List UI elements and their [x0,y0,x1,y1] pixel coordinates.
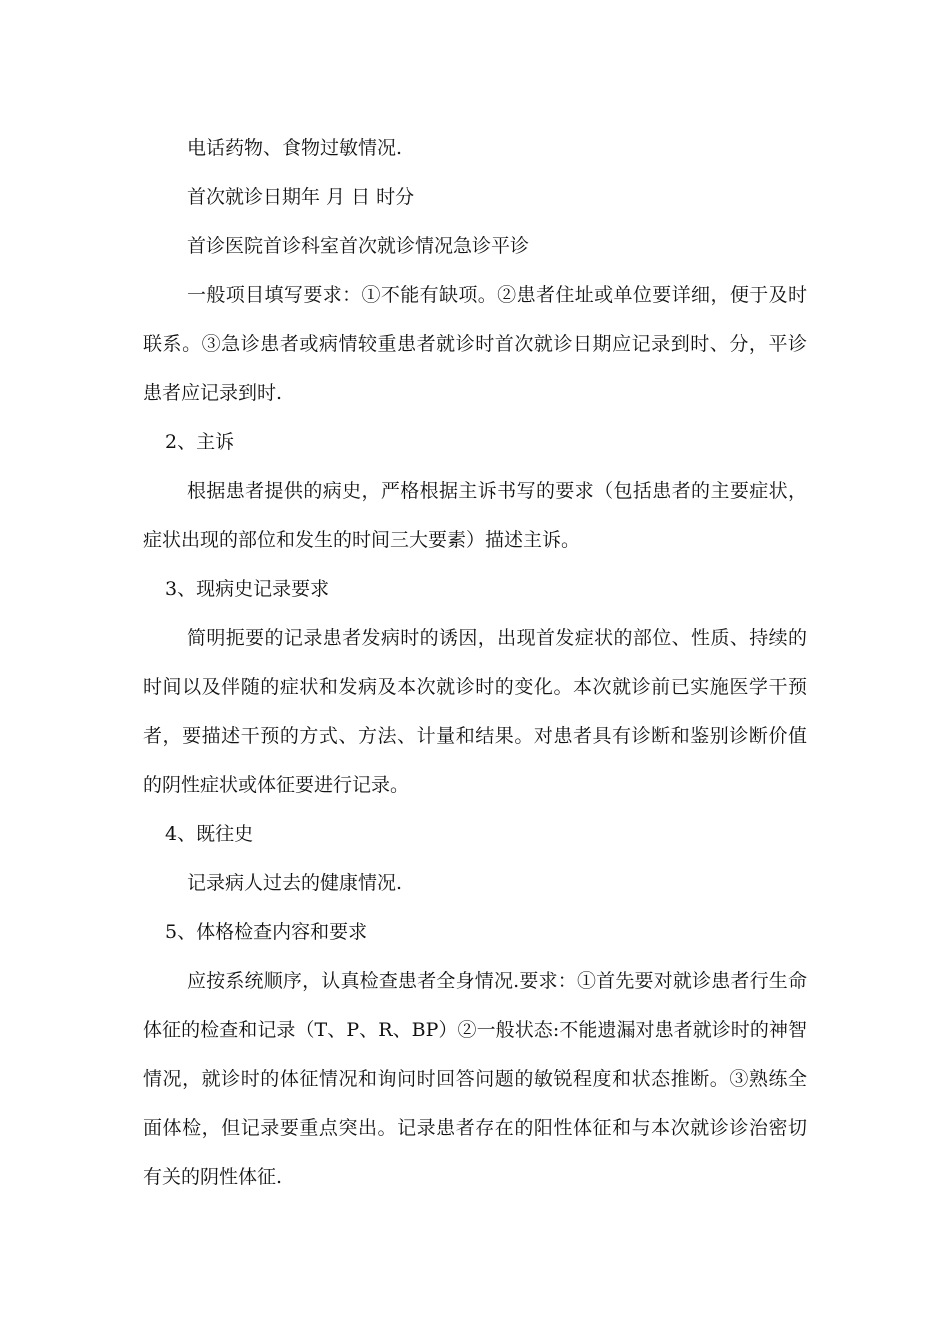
paragraph-contact-allergy: 电话药物、食物过敏情况. [187,137,403,159]
paragraph-present-illness: 简明扼要的记录患者发病时的诱因，出现首发症状的部位、性质、持续的时间以及伴随的症状和发病及本次就诊时的变化。本次就诊前已实施医学干预者，要描述干预的方式、方法、计量和结果。对患者具有诊断和鉴别诊断价值的阴性症状或体征要进行记录。 [143,627,807,796]
paragraph-physical-exam: 应按系统顺序，认真检查患者全身情况.要求：①首先要对就诊患者行生命体征的检查和记录（T、P、R、BP）②一般状态:不能遗漏对患者就诊时的神智情况，就诊时的体征情况和询问时回答问题的敏锐程度和状态推断。③熟练全面体检，但记录要重点突出。记录患者存在的阳性体征和与本次就诊诊治密切有关的阴性体征. [143,970,807,1188]
paragraph-first-visit-hospital: 首诊医院首诊科室首次就诊情况急诊平诊 [187,235,530,257]
heading-present-illness: 3、现病史记录要求 [165,578,330,600]
heading-past-history: 4、既往史 [165,823,254,845]
paragraph-past-history: 记录病人过去的健康情况. [187,872,403,894]
paragraph-first-visit-date: 首次就诊日期年 月 日 时分 [187,186,415,208]
paragraph-general-requirements: 一般项目填写要求：①不能有缺项。②患者住址或单位要详细，便于及时联系。③急诊患者或病情较重患者就诊时首次就诊日期应记录到时、分，平诊患者应记录到时. [143,284,807,404]
heading-physical-exam: 5、体格检查内容和要求 [165,921,368,943]
document-body [143,124,807,1202]
heading-chief-complaint: 2、主诉 [165,431,235,453]
paragraph-chief-complaint: 根据患者提供的病史，严格根据主诉书写的要求（包括患者的主要症状，症状出现的部位和发生的时间三大要素）描述主诉。 [143,480,807,551]
